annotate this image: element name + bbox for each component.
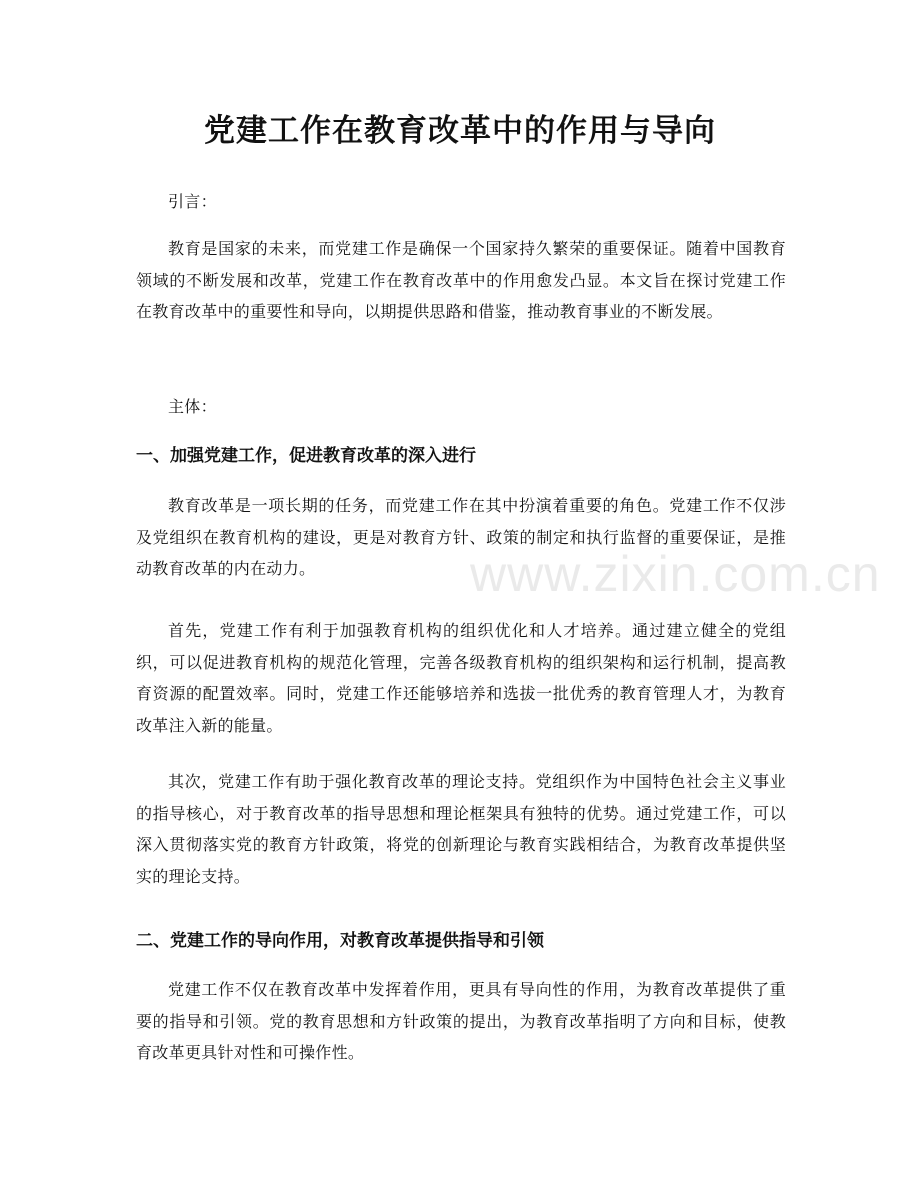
intro-label: 引言：	[168, 192, 217, 211]
section1-paragraph-2: 首先，党建工作有利于加强教育机构的组织优化和人才培养。通过建立健全的党组织，可以促进教育机构的规范化管理，完善各级教育机构的组织架构和运行机制，提高教育资源的配置效率。同时，党建工作还能够培养和选拔一批优秀的教育管理人才，为教育改革注入新的能量。	[136, 621, 786, 735]
section2-heading: 二、党建工作的导向作用，对教育改革提供指导和引领	[136, 931, 544, 951]
section2-paragraph-1: 党建工作不仅在教育改革中发挥着作用，更具有导向性的作用，为教育改革提供了重要的指导和引领。党的教育思想和方针政策的提出，为教育改革指明了方向和目标，使教育改革更具针对性和可操作性。	[136, 980, 786, 1062]
section1-paragraph-1: 教育改革是一项长期的任务，而党建工作在其中扮演着重要的角色。党建工作不仅涉及党组织在教育机构的建设，更是对教育方针、政策的制定和执行监督的重要保证，是推动教育改革的内在动力。	[136, 496, 786, 578]
watermark: www.zixin.com.cn	[470, 546, 881, 602]
section1-heading: 一、加强党建工作，促进教育改革的深入进行	[136, 446, 476, 466]
body-label: 主体：	[168, 397, 217, 416]
intro-paragraph: 教育是国家的未来，而党建工作是确保一个国家持久繁荣的重要保证。随着中国教育领域的不断发展和改革，党建工作在教育改革中的作用愈发凸显。本文旨在探讨党建工作在教育改革中的重要性和导向，以期提供思路和借鉴，推动教育事业的不断发展。	[136, 239, 786, 321]
section1-paragraph-3: 其次，党建工作有助于强化教育改革的理论支持。党组织作为中国特色社会主义事业的指导核心，对于教育改革的指导思想和理论框架具有独特的优势。通过党建工作，可以深入贯彻落实党的教育方针政策，将党的创新理论与教育实践相结合，为教育改革提供坚实的理论支持。	[136, 772, 786, 886]
document-title: 党建工作在教育改革中的作用与导向	[204, 113, 716, 149]
